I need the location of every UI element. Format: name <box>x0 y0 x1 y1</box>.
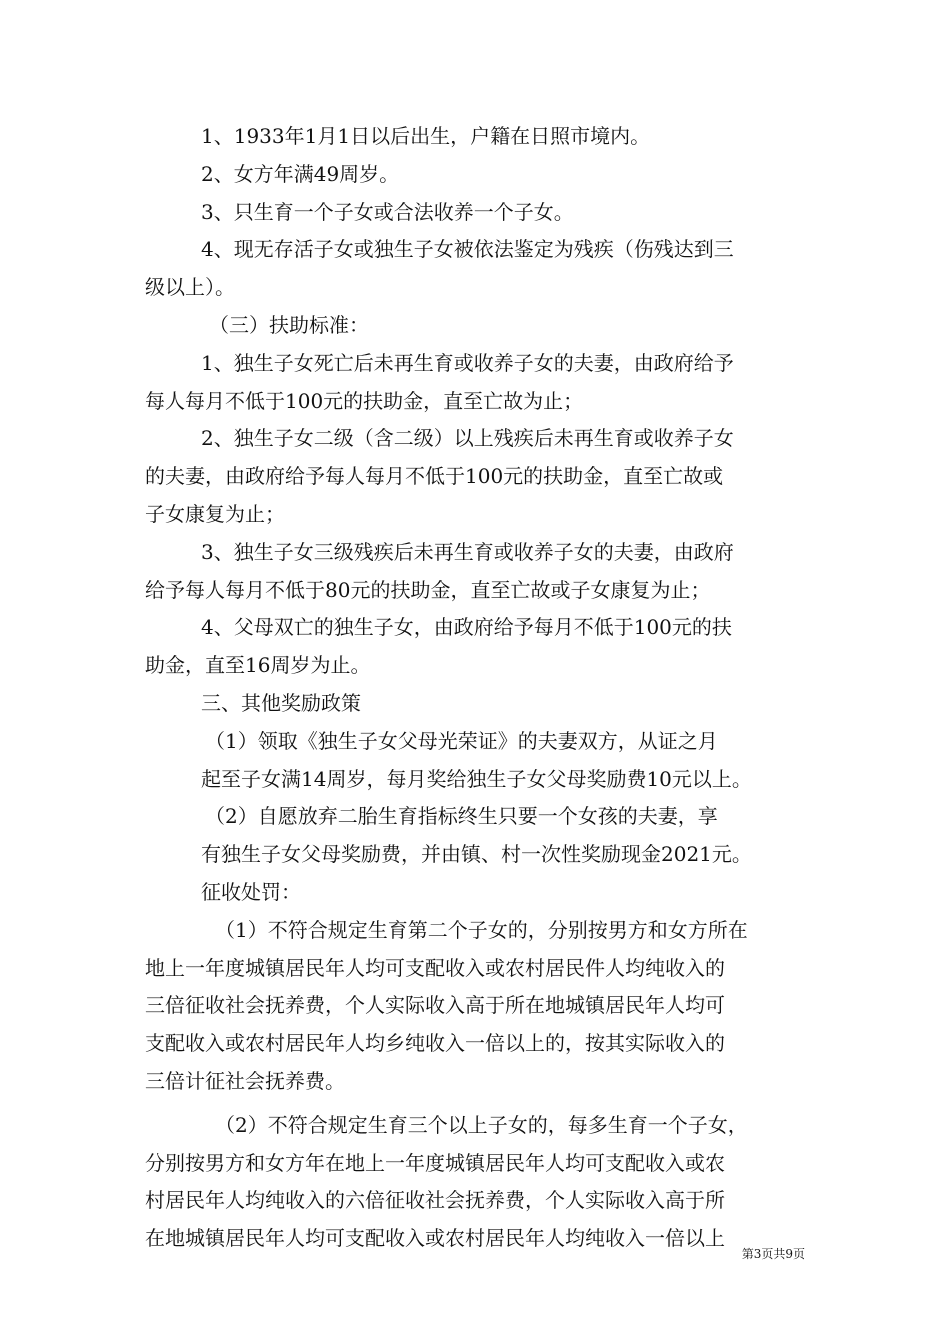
text-line: （1）不符合规定生育第二个子女的，分别按男方和女方所在 <box>215 917 748 942</box>
text-line: 2、女方年满49周岁。 <box>201 161 400 186</box>
text-line: 助金，直至16周岁为止。 <box>145 653 371 678</box>
text-line: 地上一年度城镇居民年人均可支配收入或农村居民件人均纯收入的 <box>145 955 725 980</box>
text-line: 1、独生子女死亡后未再生育或收养子女的夫妻，由政府给予 <box>201 350 734 375</box>
text-line: 三倍征收社会抚养费，个人实际收入高于所在地城镇居民年人均可 <box>145 993 725 1018</box>
text-line: 4、现无存活子女或独生子女被依法鉴定为残疾（伤残达到三 <box>201 237 734 262</box>
text-line: 1、1933年1月1日以后出生，户籍在日照市境内。 <box>201 124 651 148</box>
text-line: 起至子女满14周岁，每月奖给独生子女父母奖励费10元以上。 <box>201 766 752 791</box>
text-line: 3、独生子女三级残疾后未再生育或收养子女的夫妻，由政府 <box>201 539 734 564</box>
text-line: 的夫妻，由政府给予每人每月不低于100元的扶助金，直至亡故或 <box>145 464 724 489</box>
text-line: 三倍计征社会抚养费。 <box>145 1068 345 1093</box>
document-body <box>145 118 815 1258</box>
section-heading: （三）扶助标准： <box>209 312 369 337</box>
text-line: （2）自愿放弃二胎生育指标终生只要一个女孩的夫妻，享 <box>205 804 718 829</box>
text-line: （1）领取《独生子女父母光荣证》的夫妻双方，从证之月 <box>205 728 718 753</box>
text-line: 在地城镇居民年人均可支配收入或农村居民年人均纯收入一倍以上 <box>145 1226 725 1251</box>
text-line: 分别按男方和女方年在地上一年度城镇居民年人均可支配收入或农 <box>145 1150 725 1175</box>
text-line: （2）不符合规定生育三个以上子女的，每多生育一个子女， <box>215 1112 748 1137</box>
section-heading: 三、其他奖励政策 <box>201 690 361 715</box>
text-line: 子女康复为止； <box>145 501 285 526</box>
text-line: 支配收入或农村居民年人均乡纯收入一倍以上的，按其实际收入的 <box>145 1031 725 1056</box>
text-line: 给予每人每月不低于80元的扶助金，直至亡故或子女康复为止； <box>145 577 711 602</box>
text-line: 有独生子女父母奖励费，并由镇、村一次性奖励现金2021元。 <box>201 842 752 867</box>
text-line: 4、父母双亡的独生子女，由政府给予每月不低于100元的扶 <box>201 615 732 640</box>
section-heading: 征收处罚： <box>201 879 301 904</box>
page-number: 第3页共9页 <box>741 1247 805 1261</box>
text-line: 每人每月不低于100元的扶助金，直至亡故为止； <box>145 388 584 413</box>
text-line: 级以上）。 <box>145 275 235 300</box>
text-line: 2、独生子女二级（含二级）以上残疾后未再生育或收养子女 <box>201 426 734 451</box>
text-line: 3、只生育一个子女或合法收养一个子女。 <box>201 199 574 224</box>
text-line: 村居民年人均纯收入的六倍征收社会抚养费，个人实际收入高于所 <box>145 1188 725 1213</box>
